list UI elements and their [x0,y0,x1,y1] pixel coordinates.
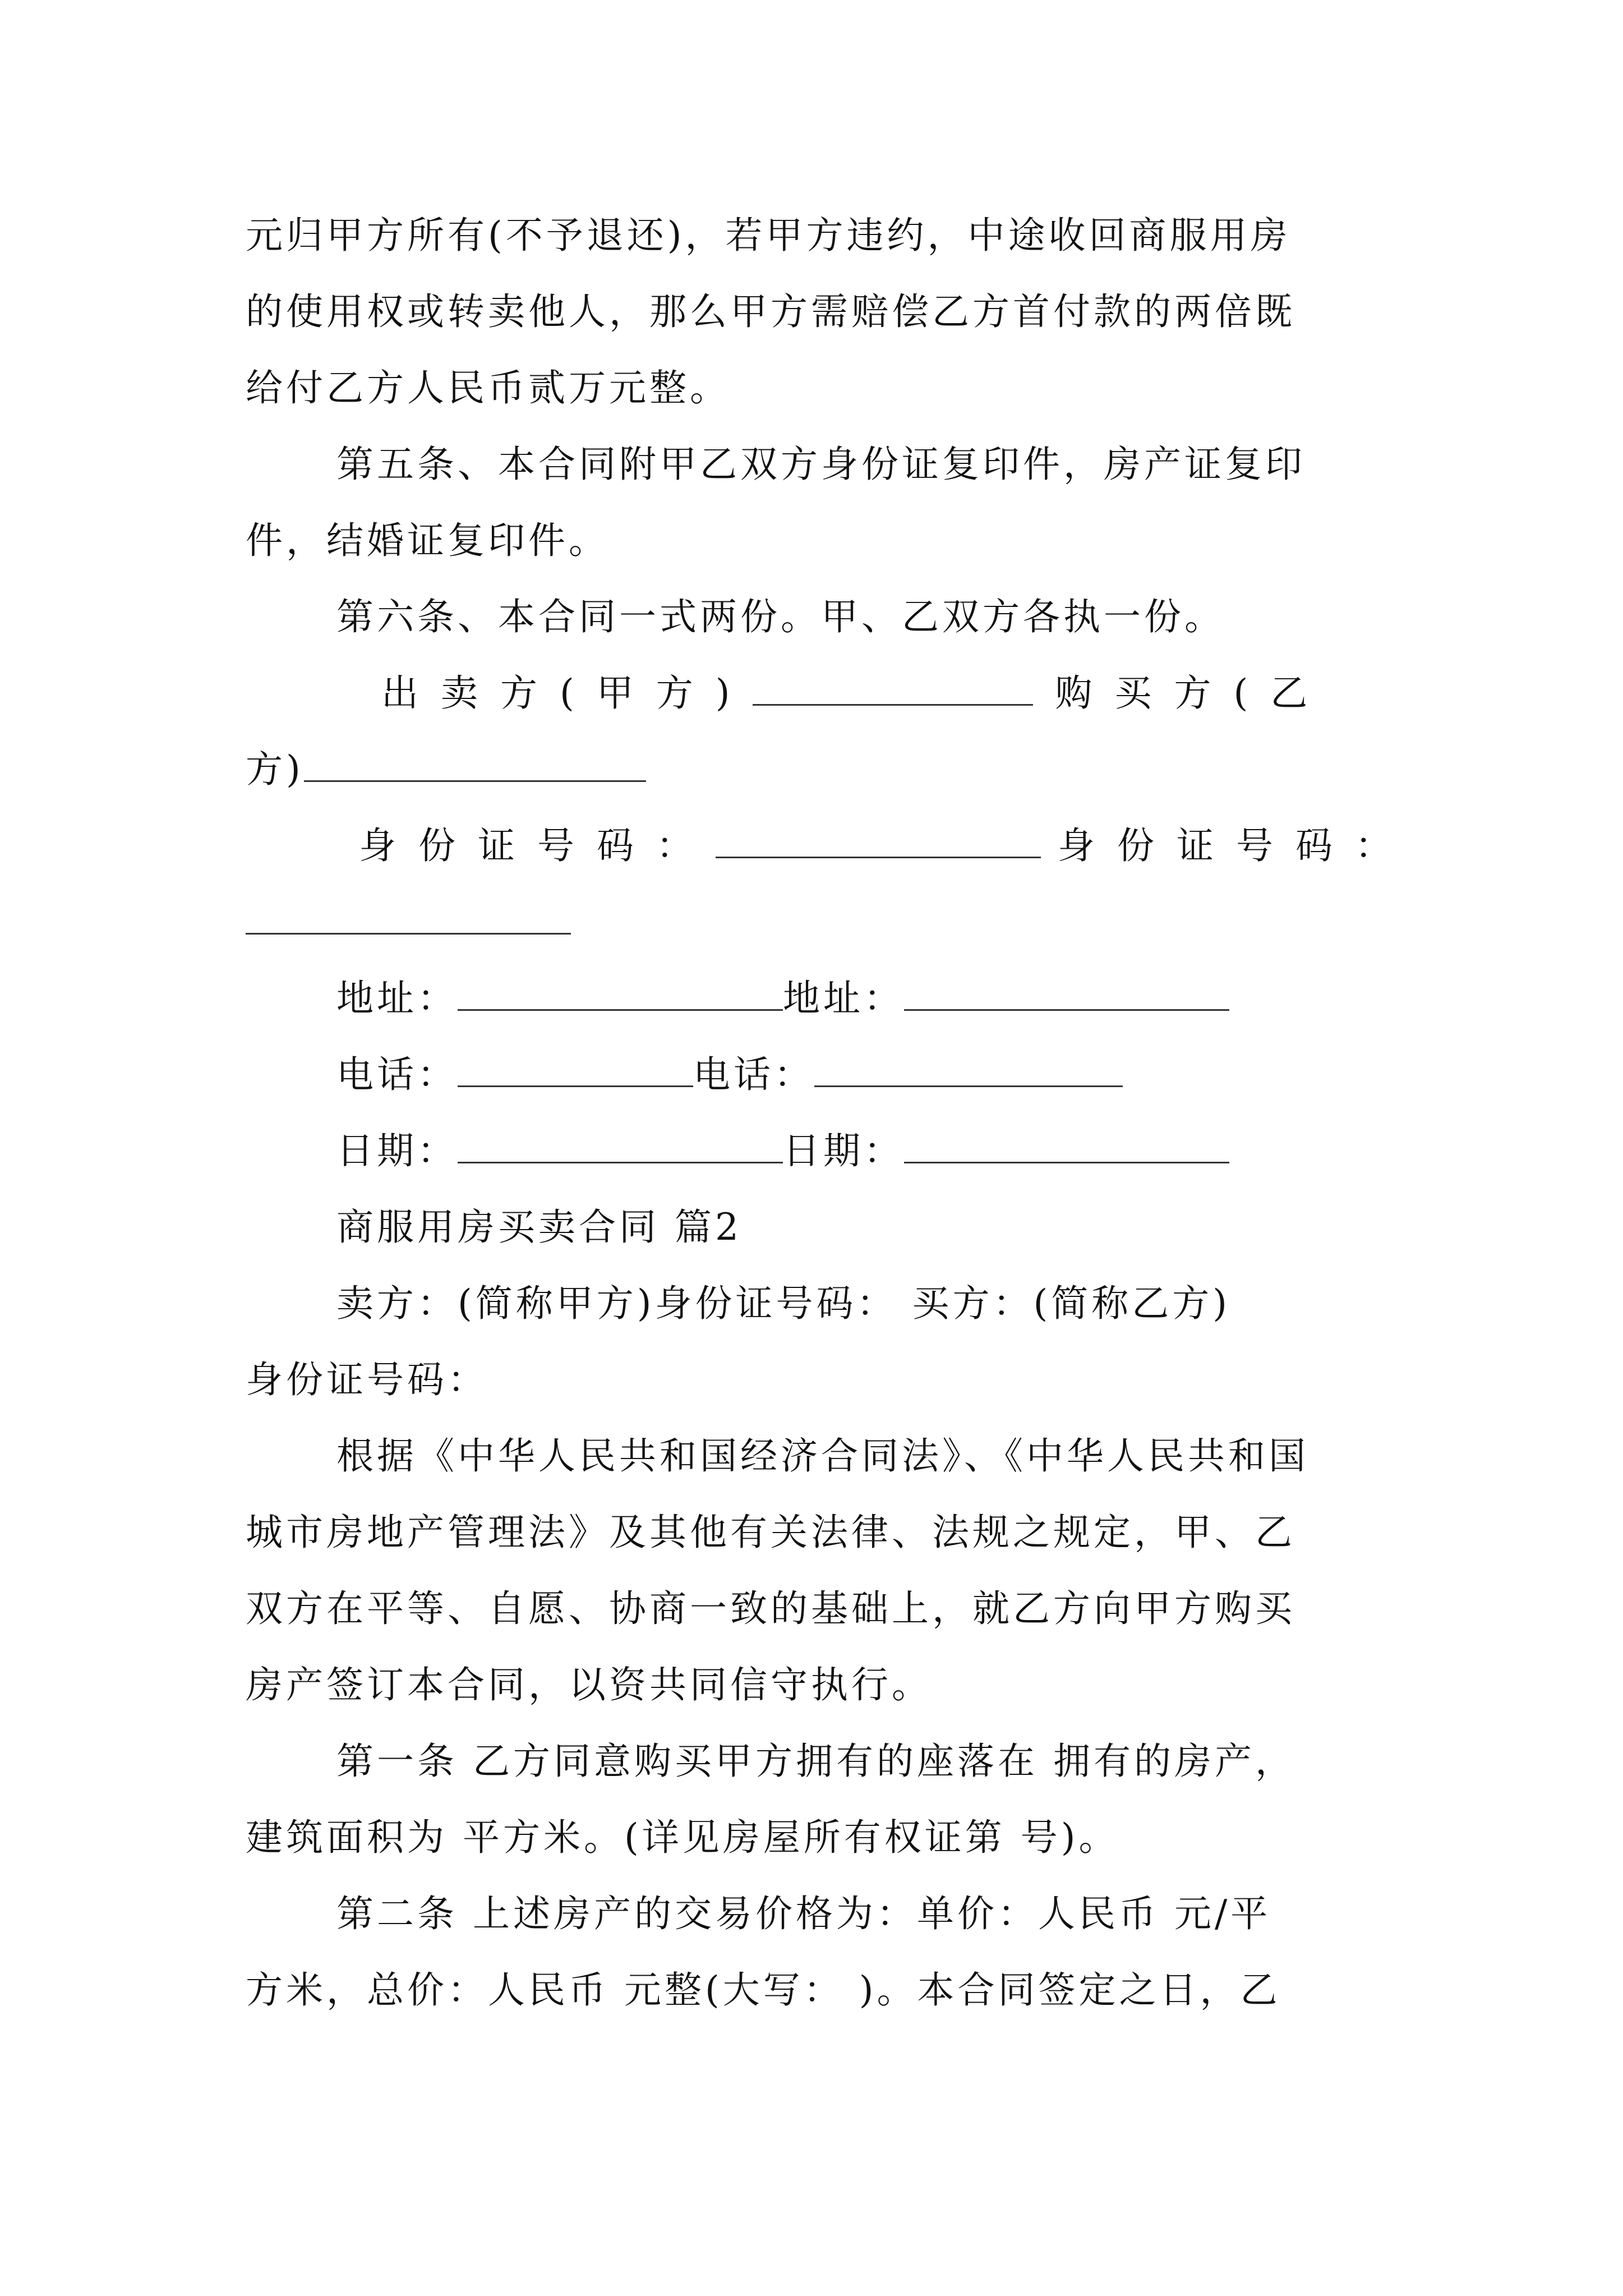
paragraph-line: 的使用权或转卖他人，那么甲方需赔偿乙方首付款的两倍既 [246,290,1295,333]
article-5-line: 第五条、本合同附甲乙双方身份证复印件，房产证复印 [336,443,1306,486]
buyer-id-row [246,900,571,945]
seller-phone-label: 电话： [336,1053,458,1096]
buyer-address-label: 地址： [783,977,904,1020]
buyer-label-end: 方) [246,748,304,791]
article-6-line: 第六条、本合同一式两份。甲、乙双方各执一份。 [336,595,1225,638]
seller-phone-blank [458,1053,693,1087]
preamble-line: 根据《中华人民共和国经济合同法》、《中华人民共和国 [336,1434,1309,1478]
seller-signature-blank [753,671,1033,706]
seller-address-blank [458,977,783,1011]
buyer-address-blank [904,977,1229,1011]
paragraph-line: 元归甲方所有(不予退还)，若甲方违约，中途收回商服用房 [246,214,1291,257]
seller-date-label: 日期： [336,1129,458,1172]
seller-address-label: 地址： [336,977,458,1020]
seller-id-blank [716,824,1041,858]
buyer-id-blank [246,900,571,935]
article-5-line: 件，结婚证复印件。 [246,519,609,562]
date-row [336,1129,1229,1174]
article-2-line: 第二条 上述房产的交易价格为：单价：人民币 元/平 [336,1892,1271,1935]
preamble-line: 房产签订本合同，以资共同信守执行。 [246,1663,932,1706]
phone-row [336,1052,1123,1097]
article-2-line: 方米，总价：人民币 元整(大写： )。本合同签定之日，乙 [246,1968,1281,2012]
article-1-line: 第一条 乙方同意购买甲方拥有的座落在 拥有的房产， [336,1740,1295,1783]
section-2-title: 商服用房买卖合同 篇2 [336,1205,742,1249]
seller-buyer-row [381,671,1330,716]
seller-label: 出卖方(甲方) [381,671,753,715]
seller-id-label: 身份证号码： [359,824,716,867]
article-1-line: 建筑面积为 平方米。(详见房屋所有权证第 号)。 [246,1816,1119,1859]
parties-line: 卖方：(简称甲方)身份证号码： 买方：(简称乙方) [336,1282,1230,1325]
address-row [336,976,1229,1021]
seller-date-blank [458,1129,783,1163]
buyer-label: 购买方(乙 [1055,671,1330,715]
buyer-phone-label: 电话： [693,1053,814,1096]
preamble-line: 城市房地产管理法》及其他有关法律、法规之规定，甲、乙 [246,1511,1295,1554]
buyer-date-blank [904,1129,1229,1163]
buyer-label-continued-row [246,747,646,792]
preamble-line: 双方在平等、自愿、协商一致的基础上，就乙方向甲方购买 [246,1587,1295,1630]
parties-line: 身份证号码： [246,1358,488,1401]
buyer-date-label: 日期： [783,1129,904,1172]
buyer-phone-blank [814,1053,1123,1087]
buyer-id-label: 身份证号码： [1058,824,1414,867]
id-number-row [359,823,1414,868]
buyer-signature-blank [304,748,646,782]
paragraph-line: 给付乙方人民币贰万元整。 [246,366,730,409]
